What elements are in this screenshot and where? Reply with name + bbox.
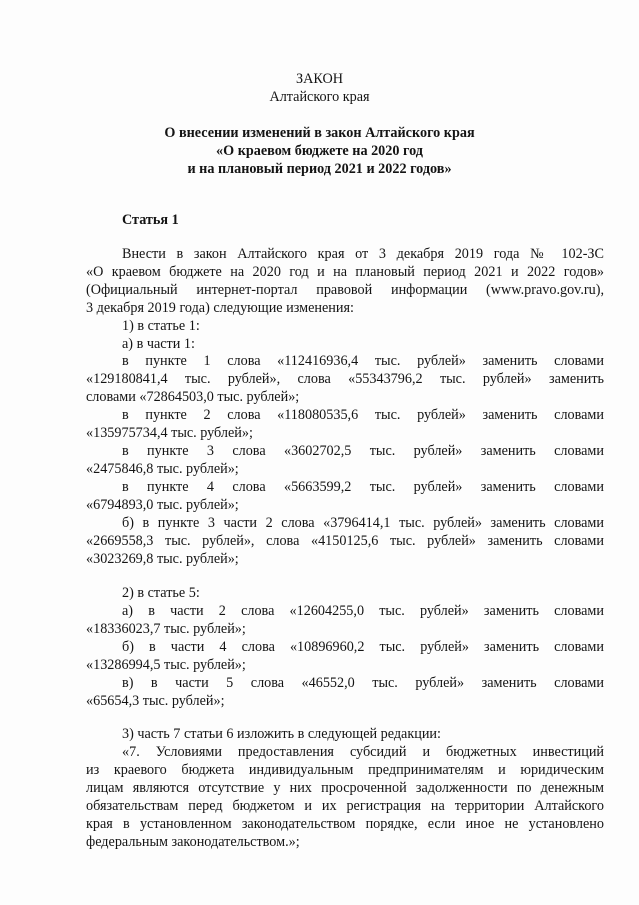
body-line: «13286994,5 тыс. рублей»; <box>86 657 246 673</box>
body-line: а) в части 2 слова «12604255,0 тыс. рублей» заменить словами <box>122 603 604 619</box>
body-line: «135975734,4 тыс. рублей»; <box>86 425 253 441</box>
body-line: «6794893,0 тыс. рублей»; <box>86 497 239 513</box>
body-line: в пункте 2 слова «118080535,6 тыс. рублей» заменить словами <box>122 407 604 423</box>
body-line: б) в части 4 слова «10896960,2 тыс. рублей» заменить словами <box>122 639 604 655</box>
body-line: в) в части 5 слова «46552,0 тыс. рублей» заменить словами <box>122 675 604 691</box>
body-line: федеральным законодательством.»; <box>86 834 300 850</box>
body-line: 2) в статье 5: <box>122 585 200 601</box>
body-line: «7. Условиями предоставления субсидий и бюджетных инвестиций <box>122 744 604 760</box>
body-line: 3 декабря 2019 года) следующие изменения: <box>86 300 354 316</box>
body-line: в пункте 4 слова «5663599,2 тыс. рублей» заменить словами <box>122 479 604 495</box>
body-line: «2669558,3 тыс. рублей», слова «4150125,6 тыс. рублей» заменить словами <box>86 533 604 549</box>
body-line: лицам являются отсутствие у них просроченной задолженности по денежным <box>86 780 604 796</box>
body-line: а) в части 1: <box>122 336 195 352</box>
body-line: «2475846,8 тыс. рублей»; <box>86 461 239 477</box>
body-line: «18336023,7 тыс. рублей»; <box>86 621 246 637</box>
body-line: б) в пункте 3 части 2 слова «3796414,1 тыс. рублей» заменить словами <box>122 515 604 531</box>
doc-region: Алтайского края <box>269 89 370 105</box>
body-line: «О краевом бюджете на 2020 год и на плановый период 2021 и 2022 годов» <box>86 264 604 280</box>
doc-title-line: О внесении изменений в закон Алтайского края <box>164 125 475 141</box>
body-line: обязательствам перед бюджетом и их регистрация на территории Алтайского <box>86 798 604 814</box>
body-line: «65654,3 тыс. рублей»; <box>86 693 225 709</box>
body-line: Внести в закон Алтайского края от 3 декабря 2019 года № 102-ЗС <box>122 246 604 262</box>
body-line: края в установленном законодательством порядке, если иное не установлено <box>86 816 604 832</box>
body-line: в пункте 1 слова «112416936,4 тыс. рублей» заменить словами <box>122 353 604 369</box>
body-line: «129180841,4 тыс. рублей», слова «55343796,2 тыс. рублей» заменить <box>86 371 604 387</box>
doc-title-line: «О краевом бюджете на 2020 год <box>216 143 423 159</box>
doc-type: ЗАКОН <box>296 71 343 87</box>
body-line: из краевого бюджета индивидуальным предпринимателям и юридическим <box>86 762 604 778</box>
body-line: 1) в статье 1: <box>122 318 200 334</box>
article-heading: Статья 1 <box>122 212 179 228</box>
body-line: в пункте 3 слова «3602702,5 тыс. рублей» заменить словами <box>122 443 604 459</box>
body-line: (Официальный интернет-портал правовой информации (www.pravo.gov.ru), <box>86 282 604 298</box>
body-line: 3) часть 7 статьи 6 изложить в следующей редакции: <box>122 726 441 742</box>
doc-title-line: и на плановый период 2021 и 2022 годов» <box>187 161 452 177</box>
body-line: «3023269,8 тыс. рублей»; <box>86 551 239 567</box>
body-line: словами «72864503,0 тыс. рублей»; <box>86 389 300 405</box>
